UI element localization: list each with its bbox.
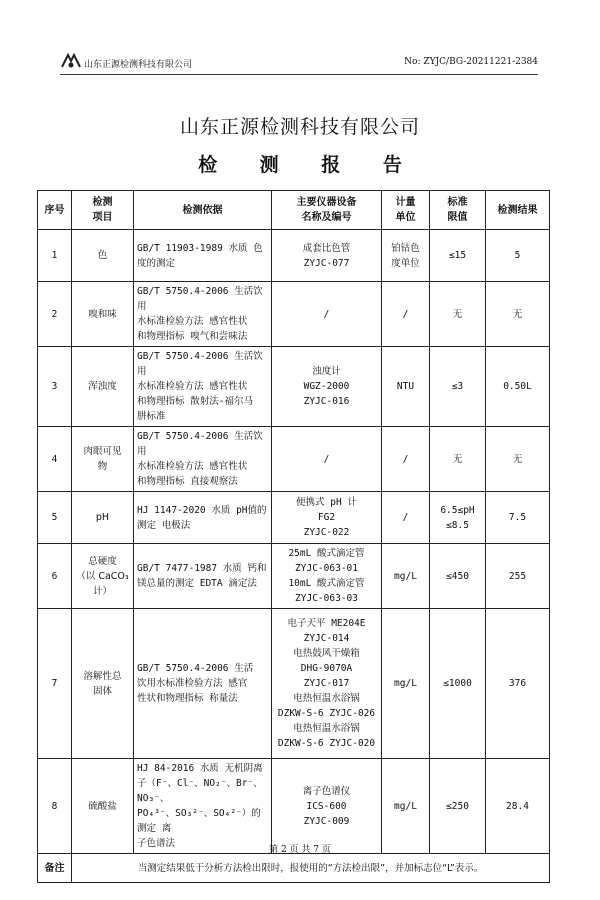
table-row <box>38 347 550 427</box>
cell-item: 浑浊度 <box>72 347 134 427</box>
cell-seq: 3 <box>38 347 72 427</box>
cell-limit: 无 <box>430 282 486 347</box>
cell-result: 5 <box>486 230 550 282</box>
cell-item: 嗅和味 <box>72 282 134 347</box>
cell-seq: 1 <box>38 230 72 282</box>
cell-unit: / <box>382 427 430 492</box>
cell-instrument: 电子天平 ME204E ZYJC-014 电热鼓风干燥箱 DHG-9070A ZYJC-017 电热恒温水浴锅 DZKW-S-6 ZYJC-026 电热恒温水浴锅 DZKW-S-6 ZYJC-020 <box>272 609 382 759</box>
page-number: 第 2 页 共 7 页 <box>269 845 331 855</box>
cell-instrument: 浊度计 WGZ-2000 ZYJC-016 <box>272 347 382 427</box>
cell-result: 无 <box>486 282 550 347</box>
page-title: 山东正源检测科技有限公司 <box>179 116 420 138</box>
cell-basis: GB/T 7477-1987 水质 钙和 镁总量的测定 EDTA 滴定法 <box>134 544 272 609</box>
remark-text: 当测定结果低于分析方法检出限时，报使用的“方法检出限”，并加标志位“L”表示。 <box>72 854 550 883</box>
cell-limit: ≤450 <box>430 544 486 609</box>
cell-instrument: / <box>272 282 382 347</box>
remark-row <box>38 854 550 883</box>
cell-result: 376 <box>486 609 550 759</box>
page-header <box>60 52 538 76</box>
cell-unit: 铂钴色 度单位 <box>382 230 430 282</box>
cell-instrument: 离子色谱仪 ICS-600 ZYJC-009 <box>272 759 382 854</box>
cell-seq: 8 <box>38 759 72 854</box>
cell-limit: 无 <box>430 427 486 492</box>
cell-instrument: 便携式 pH 计 FG2 ZYJC-022 <box>272 492 382 544</box>
header-result: 检测结果 <box>486 191 550 230</box>
cell-limit: ≤3 <box>430 347 486 427</box>
table-row <box>38 492 550 544</box>
cell-seq: 5 <box>38 492 72 544</box>
cell-unit: / <box>382 492 430 544</box>
header-seq: 序号 <box>38 191 72 230</box>
cell-seq: 7 <box>38 609 72 759</box>
header-item: 检测 项目 <box>72 191 134 230</box>
table-header-row <box>38 191 550 230</box>
cell-limit: ≤1000 <box>430 609 486 759</box>
cell-result: 7.5 <box>486 492 550 544</box>
cell-item: 溶解性总 固体 <box>72 609 134 759</box>
cell-item: pH <box>72 492 134 544</box>
report-subtitle: 检 测 报 告 <box>198 154 420 176</box>
cell-item: 色 <box>72 230 134 282</box>
header-instrument: 主要仪器设备 名称及编号 <box>272 191 382 230</box>
cell-item: 总硬度 （以 CaCO₃ 计） <box>72 544 134 609</box>
table-row <box>38 230 550 282</box>
cell-limit: ≤15 <box>430 230 486 282</box>
table-row <box>38 759 550 854</box>
cell-item: 硫酸盐 <box>72 759 134 854</box>
test-results-table <box>37 190 550 883</box>
cell-seq: 6 <box>38 544 72 609</box>
cell-seq: 2 <box>38 282 72 347</box>
cell-basis: HJ 84-2016 水质 无机阴离 子（F⁻、Cl⁻、NO₂⁻、Br⁻、NO₃⁻、 PO₄³⁻、SO₃²⁻、SO₄²⁻）的测定 离 子色谱法 <box>134 759 272 854</box>
cell-result: 无 <box>486 427 550 492</box>
header-limit: 标准 限值 <box>430 191 486 230</box>
cell-basis: GB/T 5750.4-2006 生活饮用 水标准检验方法 感官性状 和物理指标 散射法-福尔马 肼标准 <box>134 347 272 427</box>
cell-result: 0.50L <box>486 347 550 427</box>
cell-unit: mg/L <box>382 544 430 609</box>
cell-unit: mg/L <box>382 609 430 759</box>
header-company-name: 山东正源检测科技有限公司 <box>84 60 193 70</box>
cell-result: 28.4 <box>486 759 550 854</box>
cell-limit: ≤250 <box>430 759 486 854</box>
cell-instrument: 成套比色管 ZYJC-077 <box>272 230 382 282</box>
header-divider <box>60 74 538 75</box>
remark-label: 备注 <box>38 854 72 883</box>
table-row <box>38 282 550 347</box>
table-row <box>38 609 550 759</box>
table-row <box>38 544 550 609</box>
cell-unit: / <box>382 282 430 347</box>
cell-result: 255 <box>486 544 550 609</box>
header-unit: 计量 单位 <box>382 191 430 230</box>
cell-instrument: 25mL 酸式滴定管 ZYJC-063-01 10mL 酸式滴定管 ZYJC-063-03 <box>272 544 382 609</box>
cell-basis: HJ 1147-2020 水质 pH值的 测定 电极法 <box>134 492 272 544</box>
cell-instrument: / <box>272 427 382 492</box>
company-logo-icon <box>60 52 82 70</box>
cell-limit: 6.5≤pH ≤8.5 <box>430 492 486 544</box>
cell-basis: GB/T 11903-1989 水质 色 度的测定 <box>134 230 272 282</box>
cell-basis: GB/T 5750.4-2006 生活 饮用水标准检验方法 感官 性状和物理指标 称量法 <box>134 609 272 759</box>
cell-unit: mg/L <box>382 759 430 854</box>
cell-basis: GB/T 5750.4-2006 生活饮用 水标准检验方法 感官性状 和物理指标 直接观察法 <box>134 427 272 492</box>
header-basis: 检测依据 <box>134 191 272 230</box>
cell-basis: GB/T 5750.4-2006 生活饮用 水标准检验方法 感官性状 和物理指标 嗅气和尝味法 <box>134 282 272 347</box>
report-number: No: ZYJC/BG-20211221-2384 <box>404 57 538 67</box>
cell-seq: 4 <box>38 427 72 492</box>
cell-item: 肉眼可见 物 <box>72 427 134 492</box>
table-row <box>38 427 550 492</box>
cell-unit: NTU <box>382 347 430 427</box>
